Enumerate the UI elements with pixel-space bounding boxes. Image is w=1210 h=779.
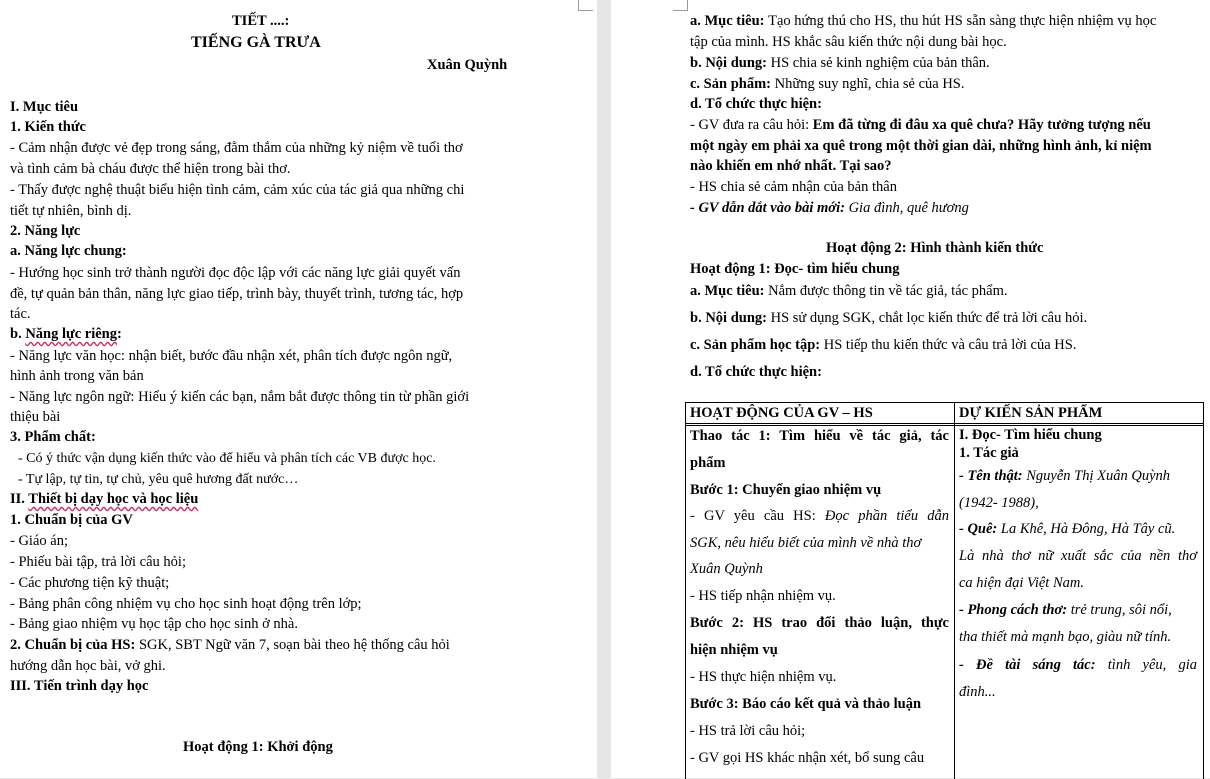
subsection-heading: 1. Kiến thức xyxy=(10,119,86,135)
left-page xyxy=(0,0,597,778)
bold-question: một ngày em phải xa quê trong một thời gian dài, những hình ảnh, kỉ niệm xyxy=(690,138,1152,154)
bold-label: a. Mục tiêu: xyxy=(690,13,769,29)
table-column-divider xyxy=(954,403,955,779)
body-text: hình ảnh trong văn bản xyxy=(10,368,144,384)
label-value: HS chia sẻ kinh nghiệm của bản thân. xyxy=(770,55,990,71)
label-prefix: - GV đưa ra câu hỏi: xyxy=(690,117,813,133)
body-text: - Phiếu bài tập, trả lời câu hỏi; xyxy=(10,554,186,570)
italic-value: trẻ trung, sôi nổi, xyxy=(1070,602,1172,618)
table-cell-text: Thao tác 1: Tìm hiểu về tác giả, tác xyxy=(690,428,949,444)
table-cell-text: (1942- 1988), xyxy=(959,495,1039,511)
crop-mark xyxy=(673,0,688,11)
label-value: SGK, SBT Ngữ văn 7, soạn bài theo hệ thống câu hỏi xyxy=(138,637,450,653)
italic-value: Gia đình, quê hương xyxy=(848,200,969,216)
body-text xyxy=(690,309,1087,327)
body-text: tập của mình. HS khắc sâu kiến thức nội dung bài học. xyxy=(690,34,1007,50)
table-cell-text: - HS trả lời câu hỏi; xyxy=(690,723,806,739)
spellcheck-underlined-text: Thiết bị dạy học và học liệu xyxy=(28,491,199,507)
body-text xyxy=(690,282,1008,300)
table-cell-text xyxy=(959,601,1172,619)
body-text: đề, tự quản bản thân, năng lực giao tiếp, trình bày, thuyết trình, tương tác, hợp xyxy=(10,286,464,302)
table-cell-text xyxy=(959,467,1170,485)
lesson-number: TIẾT ....: xyxy=(232,13,290,29)
activity-table xyxy=(685,402,1204,779)
activity-heading: Hoạt động 2: Hình thành kiến thức xyxy=(826,240,1044,256)
body-text: - Bảng phân công nhiệm vụ cho học sinh hoạt động trên lớp; xyxy=(10,596,362,612)
body-text: tác. xyxy=(10,306,31,322)
document-title: TIẾNG GÀ TRƯA xyxy=(191,34,321,51)
bold-italic-label: - Quê: xyxy=(959,521,1001,537)
table-cell-text xyxy=(959,520,1175,538)
body-text: - Thấy được nghệ thuật biểu hiện tình cảm, cảm xúc của tác giả qua những chi xyxy=(10,182,465,198)
table-header-activity: HOẠT ĐỘNG CỦA GV – HS xyxy=(690,405,873,421)
heading-prefix: II. xyxy=(10,491,29,507)
subsection-heading: d. Tổ chức thực hiện: xyxy=(690,96,822,112)
bold-question: nào khiến em nhớ nhất. Tại sao? xyxy=(690,158,892,174)
author-name: Xuân Quỳnh xyxy=(427,57,508,73)
heading-suffix: : xyxy=(117,326,122,342)
label-value: Những suy nghĩ, chia sẻ của HS. xyxy=(774,76,965,92)
bold-label: b. Nội dung: xyxy=(690,310,771,326)
table-cell-text: Xuân Quỳnh xyxy=(690,561,763,577)
table-cell-text: đình... xyxy=(959,684,996,700)
body-text xyxy=(690,54,990,72)
label-value: HS tiếp thu kiến thức và câu trả lời của HS. xyxy=(823,337,1077,353)
section-heading xyxy=(10,490,198,508)
body-text: - Bảng giao nhiệm vụ học tập cho học sinh ở nhà. xyxy=(10,616,298,632)
activity-heading: Hoạt động 1: Đọc- tìm hiểu chung xyxy=(690,261,900,277)
subsection-heading: 2. Năng lực xyxy=(10,223,81,239)
table-cell-text: ca hiện đại Việt Nam. xyxy=(959,575,1084,591)
body-text xyxy=(690,336,1076,354)
subsection-heading: a. Năng lực chung: xyxy=(10,243,127,259)
table-cell-text: Bước 1: Chuyển giao nhiệm vụ xyxy=(690,482,882,498)
body-text xyxy=(690,116,1151,134)
subsection-heading: 3. Phẩm chất: xyxy=(10,429,96,445)
table-cell-text xyxy=(959,656,1197,674)
table-cell-text: phẩm xyxy=(690,455,726,471)
body-text: - Có ý thức vận dụng kiến thức vào để hiểu và phân tích các VB được học. xyxy=(18,451,436,466)
italic-value: La Khê, Hà Đông, Hà Tây cũ. xyxy=(1000,521,1176,537)
table-header-product: DỰ KIẾN SẢN PHẨM xyxy=(959,405,1103,421)
table-cell-text: Là nhà thơ nữ xuất sắc của nền thơ xyxy=(959,548,1197,564)
body-text: - Tự lập, tự tin, tự chủ, yêu quê hương đất nước… xyxy=(18,472,299,487)
italic-value: Đọc phần tiểu dẫn xyxy=(824,508,949,524)
italic-value: Nguyễn Thị Xuân Quỳnh xyxy=(1026,468,1171,484)
table-cell-text: hiện nhiệm vụ xyxy=(690,642,778,658)
body-text xyxy=(690,199,969,217)
bold-label: c. Sản phẩm: xyxy=(690,76,775,92)
body-text: - Năng lực ngôn ngữ: Hiểu ý kiến các bạn, nắm bắt được thông tin từ phần giới xyxy=(10,389,470,405)
bold-italic-label: - Tên thật: xyxy=(959,468,1027,484)
body-text xyxy=(690,12,1156,30)
table-cell-text: I. Đọc- Tìm hiểu chung xyxy=(959,427,1102,443)
table-cell-text: 1. Tác giả xyxy=(959,445,1019,461)
bold-label: a. Mục tiêu: xyxy=(690,283,769,299)
body-text: - Các phương tiện kỹ thuật; xyxy=(10,575,170,591)
label-prefix: - GV yêu cầu HS: xyxy=(690,508,825,524)
italic-value: tình yêu, gia xyxy=(1107,657,1197,673)
heading-prefix: b. xyxy=(10,326,26,342)
body-text: - Cảm nhận được vẻ đẹp trong sáng, đằm thắm của những kỷ niệm về tuổi thơ xyxy=(10,140,463,156)
body-text: tiết tự nhiên, bình dị. xyxy=(10,203,132,219)
table-cell-text: - GV gọi HS khác nhận xét, bổ sung câu xyxy=(690,750,925,766)
bold-label: b. Nội dung: xyxy=(690,55,771,71)
body-text: - Năng lực văn học: nhận biết, bước đầu nhận xét, phân tích được ngôn ngữ, xyxy=(10,348,453,364)
body-text: thiệu bài xyxy=(10,409,61,425)
table-cell-text xyxy=(690,507,949,525)
body-text xyxy=(10,636,450,654)
body-text: hướng dẫn học bài, vở ghi. xyxy=(10,658,166,674)
section-heading: I. Mục tiêu xyxy=(10,99,79,115)
body-text xyxy=(690,75,965,93)
table-header-divider xyxy=(686,423,1203,424)
subsection-heading: 1. Chuẩn bị của GV xyxy=(10,512,133,528)
bold-italic-label: - Đề tài sáng tác: xyxy=(959,657,1108,673)
table-cell-text: - HS tiếp nhận nhiệm vụ. xyxy=(690,588,836,604)
bold-italic-label: - GV dẫn dắt vào bài mới: xyxy=(690,200,849,216)
activity-heading: Hoạt động 1: Khởi động xyxy=(183,739,333,755)
label-value: Tạo hứng thú cho HS, thu hút HS sẵn sàng thực hiện nhiệm vụ học xyxy=(768,13,1157,29)
table-header-divider xyxy=(686,425,1203,426)
spellcheck-underlined-text: Năng lực riêng xyxy=(25,326,117,342)
bold-italic-label: - Phong cách thơ: xyxy=(959,602,1071,618)
table-cell-text: - HS thực hiện nhiệm vụ. xyxy=(690,669,837,685)
subsection-heading: d. Tổ chức thực hiện: xyxy=(690,364,822,380)
body-text: và tình cảm bà cháu được thể hiện trong bài thơ. xyxy=(10,161,291,177)
table-cell-text: Bước 3: Báo cáo kết quả và thảo luận xyxy=(690,696,922,712)
body-text: - Hướng học sinh trở thành người đọc độc lập với các năng lực giải quyết vấn xyxy=(10,265,461,281)
section-heading: III. Tiến trình dạy học xyxy=(10,678,149,694)
label-value: HS sử dụng SGK, chắt lọc kiến thức để trả lời câu hỏi. xyxy=(770,310,1088,326)
crop-mark xyxy=(578,0,593,11)
table-cell-text: tha thiết mà mạnh bạo, giàu nữ tính. xyxy=(959,629,1172,645)
body-text: - Giáo án; xyxy=(10,533,68,549)
bold-label: c. Sản phẩm học tập: xyxy=(690,337,824,353)
label-value: Nắm được thông tin về tác giả, tác phẩm. xyxy=(768,283,1008,299)
table-cell-text: Bước 2: HS trao đổi thảo luận, thực xyxy=(690,615,949,631)
body-text: - HS chia sẻ cảm nhận của bản thân xyxy=(690,179,897,195)
subsection-heading xyxy=(10,325,122,343)
bold-label: 2. Chuẩn bị của HS: xyxy=(10,637,139,653)
table-cell-text: SGK, nêu hiểu biết của mình về nhà thơ xyxy=(690,535,922,551)
bold-question: Em đã từng đi đâu xa quê chưa? Hãy tưởng tượng nếu xyxy=(812,117,1151,133)
